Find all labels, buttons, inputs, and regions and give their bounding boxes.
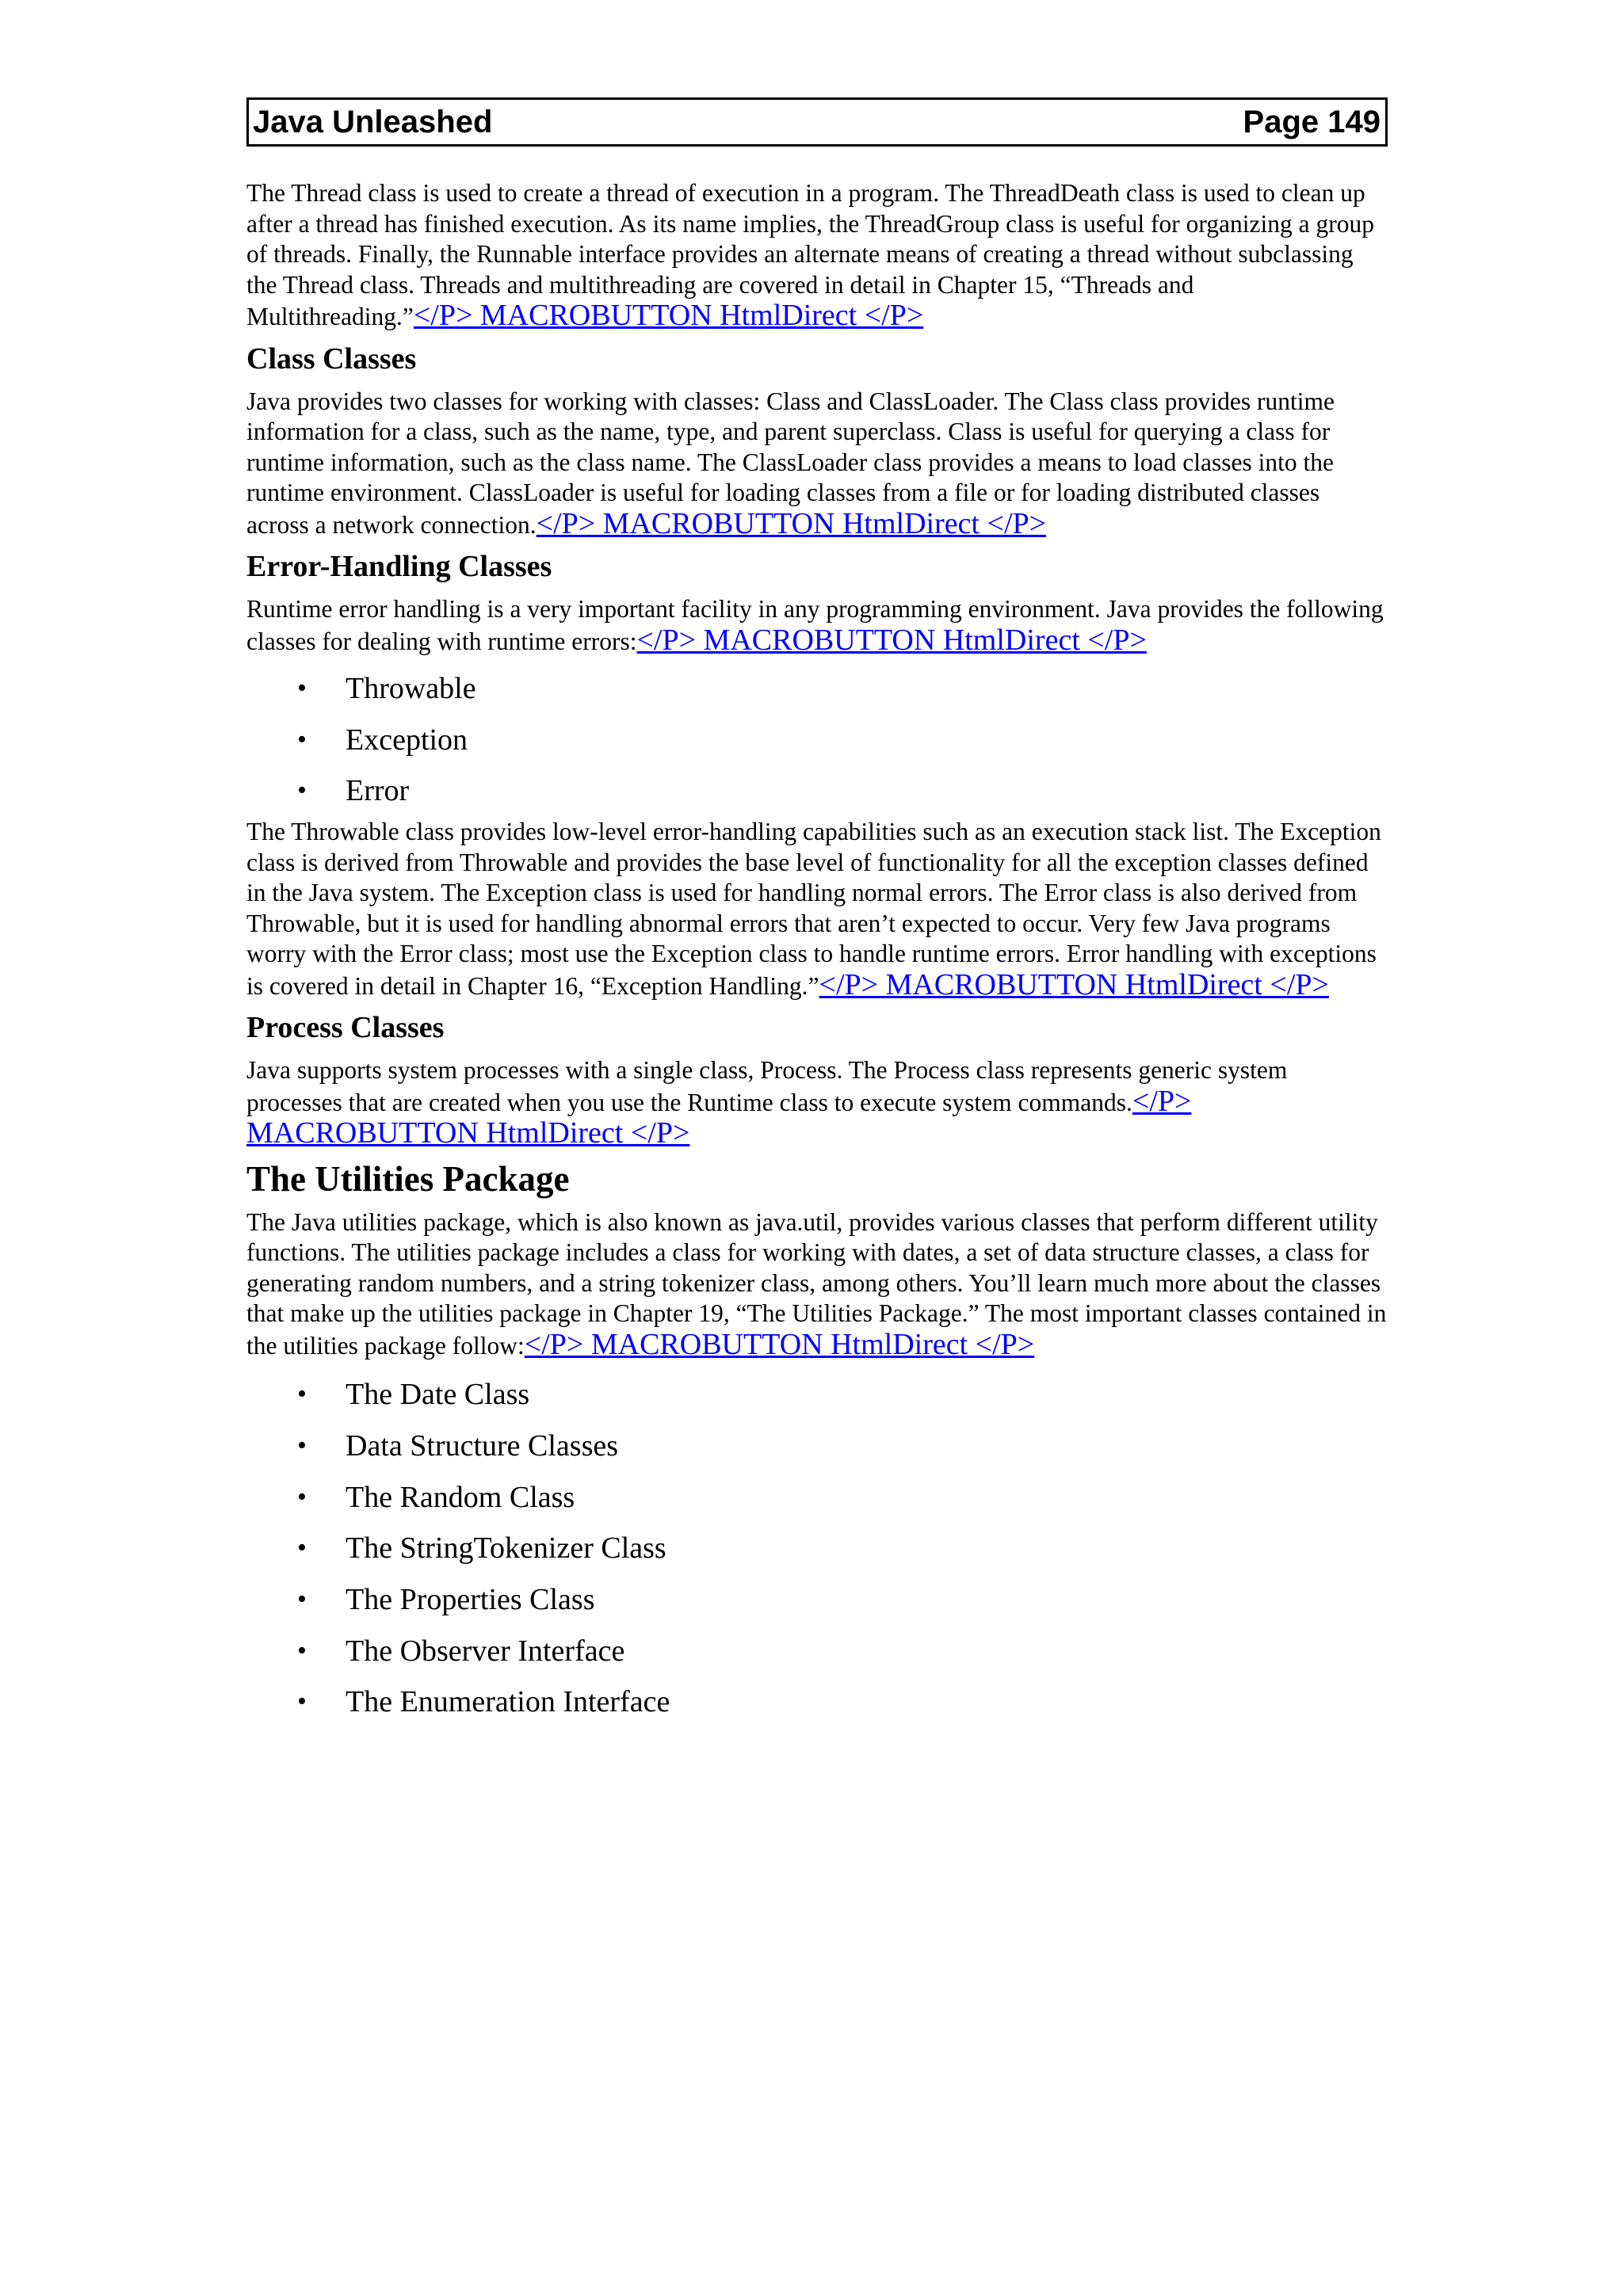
bullet-icon: •	[297, 1430, 307, 1460]
paragraph-thread-classes: The Thread class is used to create a thread of execution in a program. The ThreadDeath class is used to clean up after a thread has finished execution. As its name implies, the ThreadGroup class is useful for organizing a group of threads. Finally, the Runnable interface provides an alternate means of creating a thread without subclassing the Thread class. Threads and multithreading are covered in detail in Chapter 15, “Threads and Multithreading.”</P> MACROBUTTON HtmlDirect </P>	[246, 179, 1374, 332]
list-item: • The Enumeration Interface	[246, 1676, 1388, 1728]
utilities-classes-list	[246, 1369, 1388, 1728]
list-item: • Data Structure Classes	[246, 1421, 1388, 1472]
macrobutton-link[interactable]: </P> MACROBUTTON HtmlDirect </P>	[413, 299, 924, 332]
page-header	[246, 97, 1388, 147]
bullet-icon: •	[297, 724, 307, 754]
bullet-icon: •	[297, 1584, 307, 1614]
macrobutton-link[interactable]: </P> MACROBUTTON HtmlDirect </P>	[536, 506, 1047, 540]
bullet-icon: •	[297, 1635, 307, 1665]
list-item: • The Date Class	[246, 1369, 1388, 1421]
list-item: • Exception	[246, 715, 1388, 766]
heading-process-classes: Process Classes	[246, 1011, 445, 1045]
bullet-icon: •	[297, 1533, 307, 1563]
bullet-icon: •	[297, 673, 307, 703]
error-classes-list	[246, 663, 1388, 817]
list-item: • The Properties Class	[246, 1574, 1388, 1626]
paragraph-utilities-package: The Java utilities package, which is also known as java.util, provides various classes that perform different utility functions. The utilities package includes a class for working with dates, a set of data structure classes, a class for generating random numbers, and a string tokenizer class, among others. You’ll learn much more about the classes that make up the utilities package in Chapter 19, “The Utilities Package.” The most important classes contained in the utilities package follow:</P> MACROBUTTON HtmlDirect </P>	[246, 1207, 1387, 1361]
paragraph-error-intro: Runtime error handling is a very important facility in any programming environment. Java provides the following classes for dealing with runtime errors:</P> MACROBUTTON HtmlDirect </P>	[246, 595, 1384, 657]
heading-error-handling-classes: Error-Handling Classes	[246, 550, 552, 583]
list-item: • The Observer Interface	[246, 1626, 1388, 1677]
bullet-icon: •	[297, 1687, 307, 1717]
paragraph-error-detail: The Throwable class provides low-level error-handling capabilities such as an execution stack list. The Exception class is derived from Throwable and provides the base level of functionality for all the exception classes defined in the Java system. The Exception class is used for handling normal errors. The Error class is also derived from Throwable, but it is used for handling abnormal errors that aren’t expected to occur. Very few Java programs worry with the Error class; most use the Exception class to handle runtime errors. Error handling with exceptions is covered in detail in Chapter 16, “Exception Handling.”</P> MACROBUTTON HtmlDirect </P>	[246, 818, 1381, 1001]
heading-class-classes: Class Classes	[246, 341, 417, 376]
heading-utilities-package: The Utilities Package	[246, 1158, 570, 1199]
list-item: • Error	[246, 765, 1388, 817]
macrobutton-link[interactable]: </P> MACROBUTTON HtmlDirect </P>	[819, 967, 1329, 1001]
list-item: • Throwable	[246, 663, 1388, 715]
list-item: • The StringTokenizer Class	[246, 1523, 1388, 1574]
page-number: Page 149	[1243, 105, 1381, 139]
bullet-icon: •	[297, 1379, 307, 1409]
paragraph-class-classes: Java provides two classes for working with classes: Class and ClassLoader. The Class class provides runtime information for a class, such as the name, type, and parent superclass. Class is useful for querying a class for runtime information, such as the class name. The ClassLoader class provides a means to load classes into the runtime environment. ClassLoader is useful for loading classes from a file or for loading distributed classes across a network connection.</P> MACROBUTTON HtmlDirect </P>	[246, 387, 1335, 540]
list-item: • The Random Class	[246, 1472, 1388, 1524]
document-page	[246, 97, 1388, 1728]
paragraph-process-classes: Java supports system processes with a single class, Process. The Process class represents generic system processes that are created when you use the Runtime class to execute system commands.</P> MACROBUTTON HtmlDirect </P>	[246, 1056, 1288, 1150]
macrobutton-link[interactable]: </P> MACROBUTTON HtmlDirect </P>	[636, 623, 1147, 657]
bullet-icon: •	[297, 776, 307, 806]
bullet-icon: •	[297, 1482, 307, 1512]
macrobutton-link[interactable]: </P> MACROBUTTON HtmlDirect </P>	[246, 1084, 1192, 1150]
book-title: Java Unleashed	[253, 105, 493, 139]
macrobutton-link[interactable]: </P> MACROBUTTON HtmlDirect </P>	[524, 1327, 1035, 1361]
